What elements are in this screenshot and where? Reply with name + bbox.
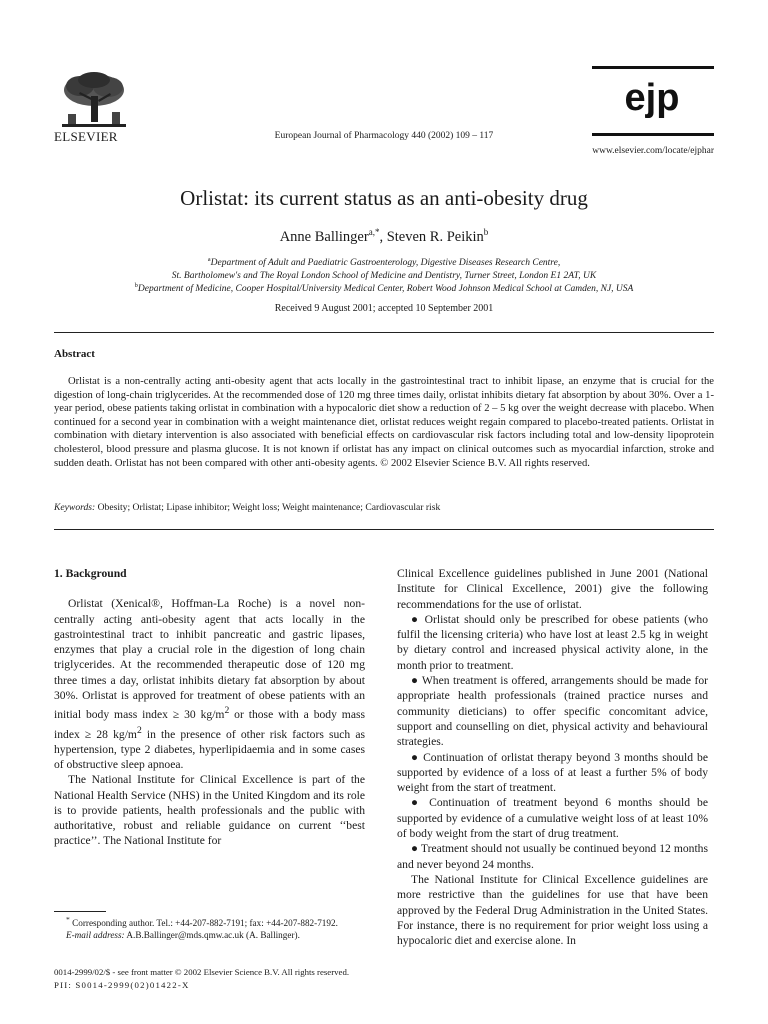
- body-text: Orlistat (Xenical®, Hoffman-La Roche) is a novel non-centrally acting anti-obesity agent that acts locally in the gastrointestinal tract to inhibit pancreatic and gastric lipases, enzymes that play a crucial role in the digestion of long chain triglycerides. At the recommended therapeutic dose of 120 mg three times a day, orlistat inhibits dietary fat absorption by about 30%. Orlistat is approved for treatment of obese patients with an initial body mass index ≥ 30 kg/m: [54, 597, 365, 722]
- divider: [54, 529, 714, 530]
- email-label: E-mail address:: [66, 930, 125, 941]
- affiliation-line: [0, 280, 768, 295]
- received-dates: Received 9 August 2001; accepted 10 September 2001: [274, 303, 494, 314]
- body-paragraph: [54, 596, 365, 772]
- body-text: in the presence of other risk factors such as hypertension, type 2 diabetes, hyperlipidaemia and in some cases of obstructive sleep apnoea.: [54, 727, 366, 771]
- footnote-rule: [54, 911, 106, 912]
- bullet-item: ● Orlistat should only be prescribed for obese patients (who fulfil the licensing criteria) who have lost at least 2.5 kg in weight by dietary control and increased physical activity alone, in the month prior to treatment.: [397, 612, 708, 672]
- section-heading: 1. Background: [54, 567, 127, 580]
- abstract-heading: Abstract: [54, 348, 95, 360]
- footnote-line: [54, 915, 338, 929]
- body-paragraph: Clinical Excellence guidelines published in June 2001 (National Institute for Clinical Excellence, 2001) give the following recommendations for the use of orlistat.: [397, 567, 708, 611]
- pii-line: PII: S0014-2999(02)01422-X: [54, 979, 190, 990]
- author-name: Steven R. Peikin: [386, 228, 484, 245]
- publisher-name: ELSEVIER: [54, 129, 118, 144]
- article-title: Orlistat: its current status as an anti-obesity drug: [180, 186, 588, 210]
- keywords: [54, 502, 714, 513]
- author-separator: ,: [379, 228, 387, 245]
- ejp-logo-icon: [592, 66, 714, 136]
- issn-line: 0014-2999/02/$ - see front matter © 2002 Elsevier Science B.V. All rights reserved.: [54, 967, 350, 977]
- superscript: 2: [136, 724, 142, 736]
- affiliation-text: St. Bartholomew's and The Royal London School of Medicine and Dentistry, Turner Street, London E1 2AT, UK: [171, 271, 597, 282]
- email-address[interactable]: A.B.Ballinger@mds.qmw.ac.uk (A. Ballinger).: [124, 930, 300, 941]
- author-name: Anne Ballinger: [279, 228, 369, 245]
- journal-url[interactable]: www.elsevier.com/locate/ejphar: [592, 146, 714, 156]
- superscript: 2: [224, 705, 230, 717]
- author-affil-marker: a,*: [368, 227, 380, 237]
- affiliation-marker: b: [134, 282, 138, 289]
- bullet-item: ● Continuation of orlistat therapy beyond 3 months should be supported by evidence of a loss of at least a further 5% of body weight from the start of treatment.: [397, 750, 708, 795]
- affiliation-text: Department of Adult and Paediatric Gastroenterology, Digestive Diseases Research Centre,: [210, 258, 561, 269]
- journal-reference: European Journal of Pharmacology 440 (2002) 109 – 117: [274, 131, 494, 141]
- body-text: or those with a body mass index ≥ 28 kg/m: [54, 708, 365, 741]
- body-paragraph: The National Institute for Clinical Excellence is part of the National Health Service (NHS) in the United Kingdom and its role is to provide patients, health professionals and the public with authoritative, robust and reliable guidance on current ‘‘best practice’’. The National Institute for: [54, 773, 365, 848]
- abstract-text: Orlistat is a non-centrally acting anti-obesity agent that acts locally in the gastrointestinal tract to inhibit lipase, an enzyme that is crucial for the digestion of long-chain triglycerides. At the recommended dose of 120 mg three times daily, orlistat inhibits dietary fat absorption by about 30%. Over a 1-year period, obese patients taking orlistat in combination with a hypocaloric diet show a reduction of 2 – 5 kg over the weight decrease with placebo. When continued for a second year in combination with a weight maintenance diet, orlistat reduces weight regain compared to placebo-treated patients. Orlistat in combination with dietary intervention is also associated with beneficial effects on cardiovascular risk factors including total and low-density lipoprotein cholesterol, blood pressure and plasma glucose. It is not known if orlistat has any impact on clinical outcomes such as myocardial infarction, stroke and sudden death. Orlistat has not been compared with other anti-obesity agents. © 2002 Elsevier Science B.V. All rights reserved.: [54, 376, 714, 469]
- body-column-left: [54, 566, 365, 849]
- page-footer: [54, 966, 349, 991]
- affiliation-text: Department of Medicine, Cooper Hospital/University Medical Center, Robert Wood Johnson Medical School at Camden, NJ, USA: [137, 284, 634, 295]
- bullet-item: ● Treatment should not usually be continued beyond 12 months and never beyond 24 months.: [397, 842, 708, 871]
- author-list: [0, 227, 768, 246]
- keywords-label: Keywords:: [54, 502, 96, 513]
- footnote-marker: *: [66, 915, 70, 924]
- bullet-item: ● When treatment is offered, arrangements should be made for appropriate health professionals (trained practice nurses and community dieticians) to offer specific concomitant advice, support and counselling on diet, physical activity and behavioural strategies.: [397, 674, 708, 749]
- body-paragraph: The National Institute for Clinical Excellence guidelines are more restrictive than the guidelines for use that have been approved by the Federal Drug Administration in the United States. For instance, there is no requirement for prior weight loss using a hypocaloric diet and exercise alone. In: [397, 872, 708, 948]
- keywords-list: Obesity; Orlistat; Lipase inhibitor; Weight loss; Weight maintenance; Cardiovascular risk: [97, 502, 441, 513]
- footnote: [54, 914, 365, 941]
- author-affil-marker: b: [483, 227, 489, 237]
- bullet-item: ● Continuation of treatment beyond 6 months should be supported by evidence of a cumulative weight loss of at least 10% of body weight from the start of drug treatment.: [397, 796, 708, 841]
- footnote-text: Corresponding author. Tel.: +44-207-882-7191; fax: +44-207-882-7192.: [69, 918, 338, 929]
- footnote-email-line: [54, 930, 300, 940]
- affiliation-marker: a: [207, 256, 211, 263]
- divider: [54, 332, 714, 333]
- body-column-right: [397, 566, 708, 948]
- ejp-logo-text: ejp: [624, 77, 680, 119]
